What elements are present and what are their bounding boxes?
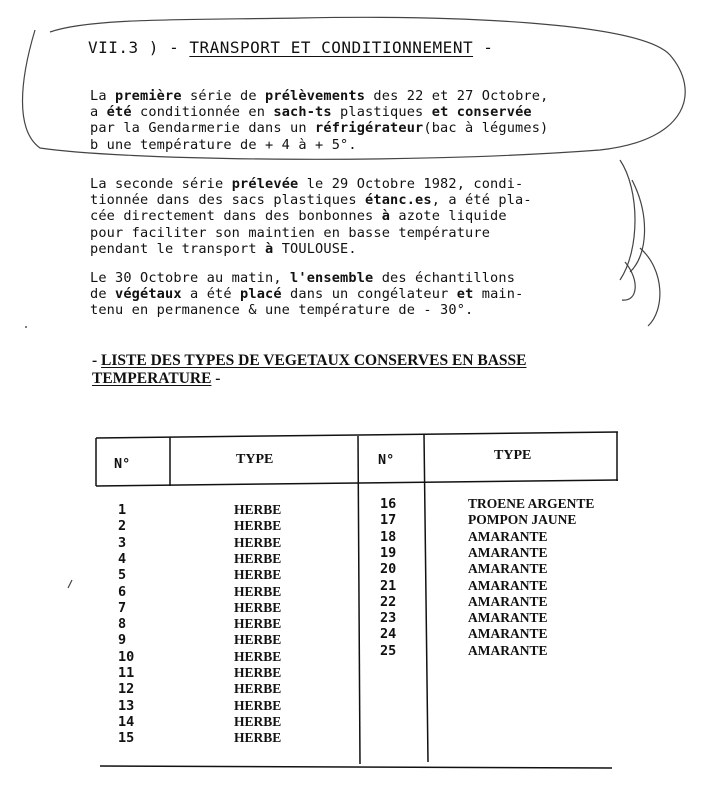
text-run: réfrigérateur (315, 120, 424, 137)
row-type: AMARANTE (468, 610, 548, 626)
text-run: été (106, 104, 132, 121)
text-run: main- (473, 286, 524, 303)
header-num-right: N° (378, 452, 395, 468)
text-run: végétaux (115, 286, 182, 303)
row-type: AMARANTE (468, 577, 548, 593)
row-number: 24 (380, 626, 397, 643)
row-number: 10 (118, 648, 135, 665)
row-number: 6 (118, 583, 127, 600)
header-num-left: N° (114, 456, 131, 472)
text-run: Le 30 Octobre au matin, (90, 270, 291, 286)
row-number: 19 (380, 544, 397, 561)
header-type-right: TYPE (494, 448, 532, 463)
row-number: 9 (118, 632, 127, 649)
row-type: AMARANTE (468, 626, 548, 642)
text-run: sach-ts (273, 104, 332, 121)
text-run: (bac à légumes) (423, 120, 549, 137)
row-type: HERBE (234, 632, 282, 648)
section-number: VII.3 ) (88, 38, 159, 57)
row-number: 11 (118, 665, 135, 681)
text-run: première (115, 88, 182, 104)
text-run: azote liquide (390, 208, 507, 225)
text-run: b une température de + 4 à + 5°. (90, 136, 357, 153)
row-type: HERBE (234, 502, 282, 517)
text-run: pour faciliter son maintien en basse température (90, 224, 491, 241)
row-type: HERBE (234, 599, 282, 615)
text-run: a été (181, 286, 241, 303)
text-run: des échantillons (373, 270, 516, 286)
text-run: l'ensemble (290, 270, 374, 286)
row-number: 15 (118, 730, 135, 747)
text-run: des 22 et 27 Octobre, (365, 88, 549, 104)
row-type: HERBE (234, 518, 282, 534)
row-type: HERBE (234, 534, 282, 550)
row-number: 20 (380, 561, 397, 578)
text-run: La seconde série (90, 176, 232, 192)
list-title-dash: - (92, 352, 98, 369)
row-type: HERBE (234, 730, 282, 746)
row-type: HERBE (234, 616, 282, 632)
text-run: pendant le transport (90, 240, 266, 257)
text-run: série de (181, 88, 266, 104)
row-number: 21 (380, 577, 397, 594)
row-number: 8 (118, 616, 127, 633)
row-number: 18 (380, 528, 397, 545)
text-run: étanc.es (365, 192, 432, 209)
row-type: HERBE (234, 648, 282, 664)
text-run: et (456, 286, 474, 303)
row-type: TROENE ARGENTE (468, 496, 595, 511)
text-run: placé (240, 286, 282, 303)
text-run: conditionnée en (131, 104, 274, 121)
row-type: HERBE (234, 567, 282, 583)
text-run: , a été pla- (431, 192, 532, 209)
row-type: HERBE (234, 665, 282, 680)
section-dash: - (169, 38, 180, 57)
text-run: tenu en permanence & une température de - 30°. (90, 302, 474, 319)
text-run: cée directement dans des bonbonnes (90, 208, 382, 225)
row-number: 14 (118, 713, 135, 730)
header-type-left: TYPE (236, 452, 274, 467)
row-type: AMARANTE (468, 593, 548, 609)
text-run: prélèvements (265, 88, 366, 104)
section-title: TRANSPORT ET CONDITIONNEMENT (189, 38, 474, 57)
row-type: HERBE (234, 713, 282, 729)
row-number: 23 (380, 610, 397, 627)
row-type: AMARANTE (468, 544, 548, 560)
text-run: et conservée (431, 104, 532, 121)
row-number: 16 (380, 496, 397, 512)
row-number: 3 (118, 534, 127, 551)
row-type: HERBE (234, 583, 282, 599)
text-run: La (90, 88, 116, 104)
row-type: HERBE (234, 697, 282, 713)
row-number: 5 (118, 567, 127, 584)
text-run: dans un congélateur (281, 286, 457, 303)
list-title-trail: - (215, 370, 221, 387)
row-number: 12 (118, 681, 135, 698)
row-type: HERBE (234, 681, 282, 697)
text-run: à (381, 208, 391, 225)
list-title-text: LISTE DES TYPES DE VEGETAUX CONSERVES EN BASSE TEMPERATURE (92, 352, 527, 387)
text-run: plastiques (331, 104, 432, 121)
row-number: 25 (380, 642, 397, 659)
row-type: HERBE (234, 550, 282, 566)
row-number: 17 (380, 512, 397, 529)
text-run: de (90, 286, 116, 303)
text-run: tionnée dans des sacs plastiques (90, 192, 366, 209)
row-type: AMARANTE (468, 528, 548, 544)
text-run: par la Gendarmerie dans un (90, 120, 316, 137)
row-number: 2 (118, 518, 127, 535)
text-run: prélevée (231, 176, 299, 192)
row-type: POMPON JAUNE (468, 512, 577, 528)
text-run: à (265, 240, 274, 257)
row-number: 4 (118, 550, 127, 567)
text-run: a (90, 104, 107, 121)
row-type: AMARANTE (468, 561, 548, 577)
row-number: 13 (118, 697, 135, 714)
section-trail: - (483, 38, 494, 57)
row-number: 7 (118, 599, 127, 616)
text-run: TOULOUSE. (273, 240, 357, 257)
row-number: 22 (380, 593, 397, 610)
row-type: AMARANTE (468, 642, 548, 658)
text-run: le 29 Octobre 1982, condi- (298, 176, 524, 192)
row-number: 1 (118, 502, 127, 518)
